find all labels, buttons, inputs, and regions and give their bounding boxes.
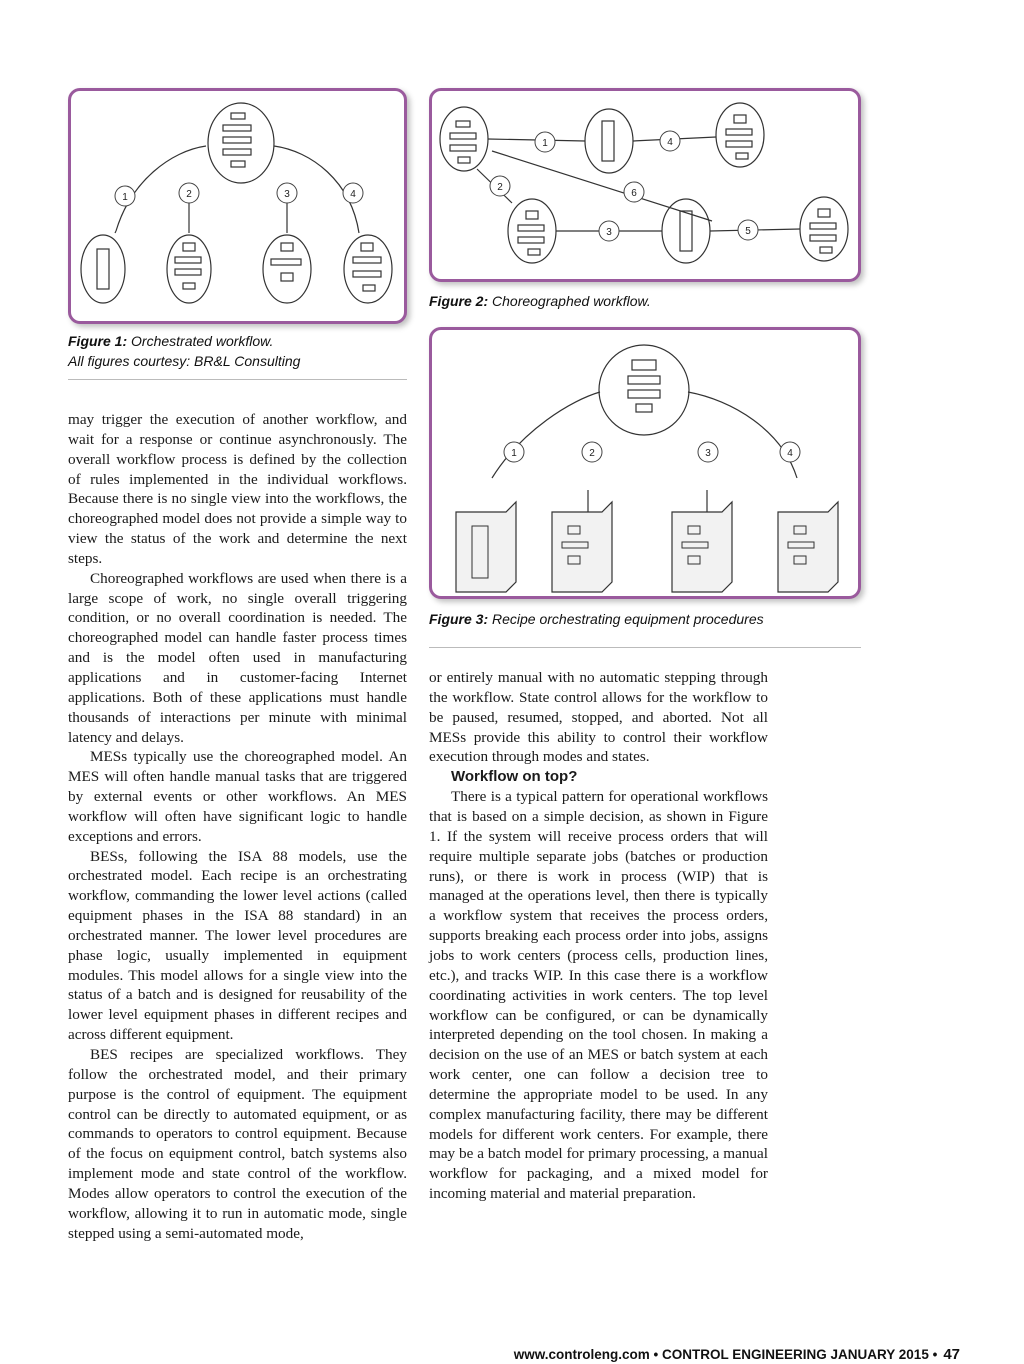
figure-label: Figure 1: bbox=[68, 333, 128, 349]
paragraph: or entirely manual with no automatic stepping through the workflow. State control allows for the workflow to be paused, resumed, stopped, and aborted. Not all MESs provide this ability to control their workflow execution through modes and states. bbox=[429, 669, 768, 766]
node-label: 3 bbox=[284, 189, 290, 200]
node-label: 4 bbox=[787, 448, 793, 459]
node-label: 1 bbox=[542, 138, 548, 149]
node-label: 2 bbox=[497, 182, 503, 193]
node-label: 2 bbox=[589, 448, 595, 459]
figure-2-frame bbox=[429, 88, 861, 282]
figure-caption-text: Choreographed workflow. bbox=[492, 293, 651, 309]
figure-credit: All figures courtesy: BR&L Consulting bbox=[68, 353, 301, 369]
paragraph: MESs typically use the choreographed model. An MES will often handle manual tasks that are triggered by external events or other workflows. An MES workflow will often have significant logic to handle exceptions and errors. bbox=[68, 748, 407, 845]
node-label: 3 bbox=[606, 227, 612, 238]
figure-1-frame bbox=[68, 88, 407, 324]
figure-label: Figure 3: bbox=[429, 611, 489, 627]
paragraph: BESs, following the ISA 88 models, use the orchestrated model. Each recipe is an orchestrating workflow, commanding the lower level actions (called equipment phases in the ISA 88 standard) in an orchestrated manner. The lower level procedures are phase logic, usually implemented in equipment modules. This model allows for a single view into the status of a batch and is designed for reusability of the lower level equipment phases in different recipes and across different equipment. bbox=[68, 847, 407, 1044]
figure-2-caption bbox=[429, 291, 859, 311]
node-label: 3 bbox=[705, 448, 711, 459]
paragraph: There is a typical pattern for operational workflows that is based on a simple decision, as shown in Figure 1. If the system will receive process orders that will require multiple separate jobs (batches or production runs), or there is work in process (WIP) that is managed at the operations level, then there is typically a workflow system that receives the process orders, supports breaking each process order into jobs, assigns jobs to work centers (process cells, production lines, etc.), and tracks WIP. In this case there is a workflow coordinating activities in work centers. The top level workflow can be configured, or can be dynamically interpreted depending on the tool chosen. In making a decision on the use of an MES or batch system at each work center, one can follow a decision tree to determine the appropriate model to be used. In any complex manufacturing facility, there may be different models for different work centers. For example, there may be a batch model for primary processing, a manual workflow for packaging, and a mixed model for incoming material and material preparation. bbox=[429, 788, 768, 1203]
orchestrated-workflow-diagram bbox=[71, 91, 404, 321]
paragraph: may trigger the execution of another workflow, and wait for a response or continue asynchronously. The overall workflow process is defined by the collection of rules implemented in the individual workflows. Because there is no single view into the workflows, the choreographed model does not provide a simple way to view the status of the work and determine the next steps. bbox=[68, 411, 407, 567]
figure-caption-text: Recipe orchestrating equipment procedures bbox=[492, 611, 764, 627]
node-label: 1 bbox=[511, 448, 517, 459]
divider bbox=[429, 647, 861, 648]
figure-1-caption bbox=[68, 331, 408, 371]
node-label: 6 bbox=[631, 188, 637, 199]
node-label: 1 bbox=[122, 192, 128, 203]
figure-label: Figure 2: bbox=[429, 293, 489, 309]
divider bbox=[68, 379, 407, 380]
paragraph: BES recipes are specialized workflows. They follow the orchestrated model, and their primary purpose is the control of equipment. The equipment control can be directly to automated equipment, or as commands to operators to control equipment. Because of the focus on equipment control, batch systems also implement mode and state control of the workflow. Modes allow operators to control the execution of the workflow, allowing it to run in automatic mode, single stepped using a semi-automated mode, bbox=[68, 1046, 407, 1242]
page-number: 47 bbox=[943, 1346, 960, 1363]
node-label: 4 bbox=[350, 189, 356, 200]
figure-3-frame bbox=[429, 327, 861, 599]
node-label: 4 bbox=[667, 137, 673, 148]
figure-3-caption bbox=[429, 609, 859, 629]
page-footer bbox=[514, 1346, 960, 1363]
recipe-orchestration-diagram bbox=[432, 330, 858, 596]
right-text-column bbox=[429, 668, 768, 1204]
left-text-column bbox=[68, 410, 407, 1243]
node-label: 2 bbox=[186, 189, 192, 200]
footer-text: www.controleng.com • CONTROL ENGINEERING JANUARY 2015 • bbox=[513, 1347, 938, 1362]
section-heading: Workflow on top? bbox=[451, 768, 578, 786]
choreographed-workflow-diagram bbox=[432, 91, 858, 279]
node-label: 5 bbox=[745, 226, 751, 237]
figure-caption-text: Orchestrated workflow. bbox=[131, 333, 274, 349]
paragraph: Choreographed workflows are used when there is a large scope of work, no single overall triggering condition, or no overall coordination is needed. The choreographed model can handle faster process times and is the model often used in manufacturing applications and in customer-facing Internet applications. Both of these applications must handle thousands of interactions per minute with minimal latency and delays. bbox=[68, 569, 407, 746]
